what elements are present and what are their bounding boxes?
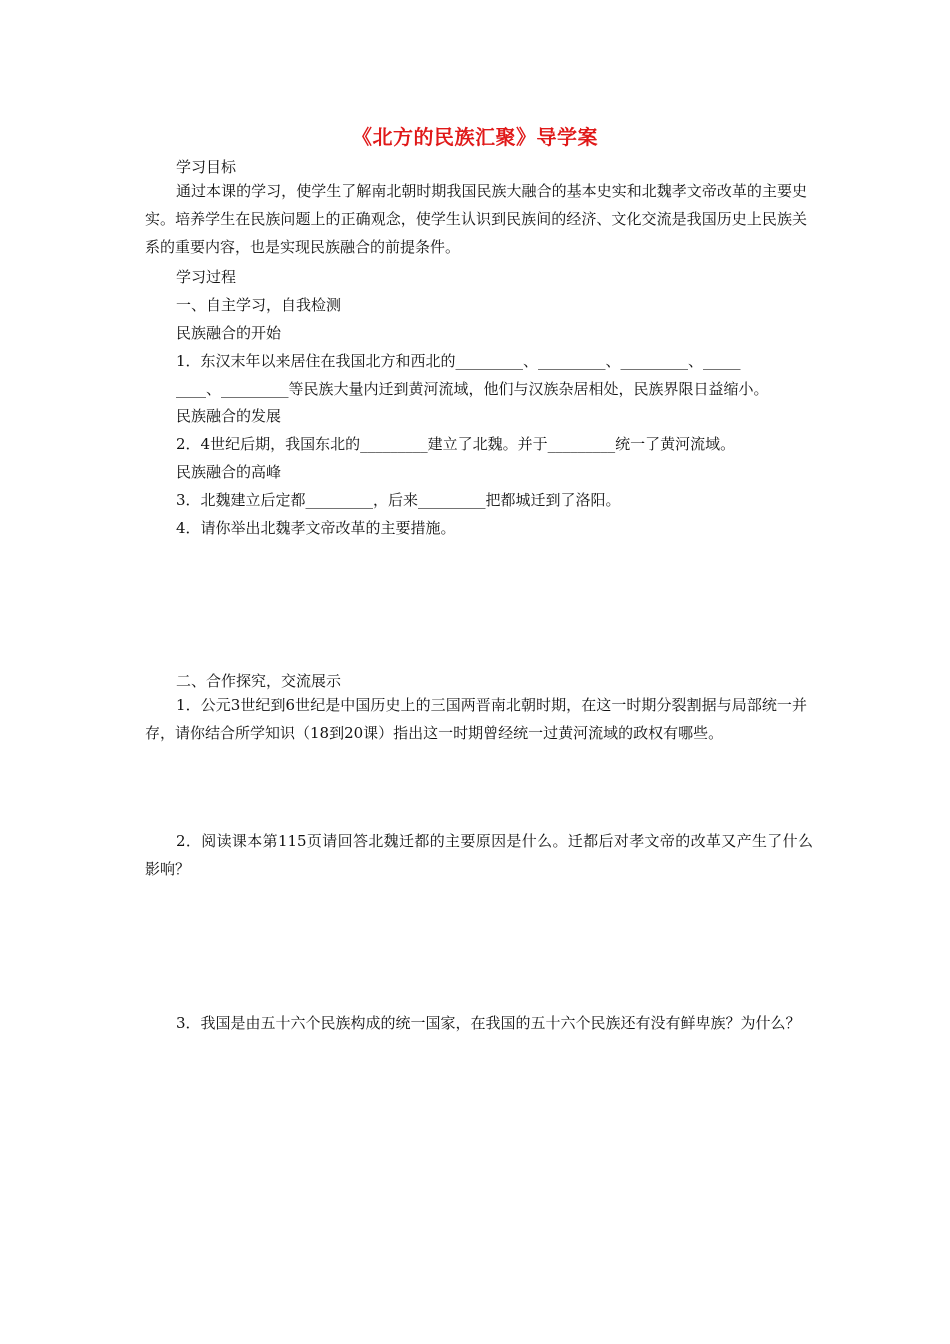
part1-heading: 一、自主学习，自我检测	[176, 296, 342, 314]
part1-subheading-peak: 民族融合的高峰	[176, 463, 282, 481]
part1-question-1-line2: ____、_________等民族大量内迁到黄河流域，他们与汉族杂居相处，民族界限日益缩小。	[176, 380, 769, 398]
part1-question-4: 4．请你举出北魏孝文帝改革的主要措施。	[176, 519, 456, 537]
part1-subheading-development: 民族融合的发展	[176, 407, 282, 425]
part1-question-3: 3．北魏建立后定都_________，后来_________把都城迁到了洛阳。	[176, 491, 621, 509]
part1-subheading-start: 民族融合的开始	[176, 324, 282, 342]
document-title: 《北方的民族汇聚》导学案	[352, 125, 598, 149]
objectives-heading: 学习目标	[176, 158, 237, 176]
part1-question-2: 2．4世纪后期，我国东北的_________建立了北魏。并于_________统一了黄河流域。	[176, 435, 736, 453]
objectives-text: 通过本课的学习，使学生了解南北朝时期我国民族大融合的基本史实和北魏孝文帝改革的主要史实。培养学生在民族问题上的正确观念，使学生认识到民族间的经济、文化交流是我国历史上民族关系的重要内容，也是实现民族融合的前提条件。	[145, 182, 807, 256]
part2-question-1: 1．公元3世纪到6世纪是中国历史上的三国两晋南北朝时期，在这一时期分裂割据与局部统一并存，请你结合所学知识（18到20课）指出这一时期曾经统一过黄河流域的政权有哪些。	[145, 696, 807, 742]
part1-question-1-line1: 1．东汉末年以来居住在我国北方和西北的_________、_________、_________、_____	[176, 352, 741, 370]
part2-question-2: 2．阅读课本第115页请回答北魏迁都的主要原因是什么。迁都后对孝文帝的改革又产生了什么影响？	[145, 832, 813, 878]
part2-heading: 二、合作探究，交流展示	[176, 672, 342, 690]
part2-question-3: 3．我国是由五十六个民族构成的统一国家，在我国的五十六个民族还有没有鲜卑族？为什么？	[176, 1014, 801, 1032]
process-heading: 学习过程	[176, 268, 237, 286]
